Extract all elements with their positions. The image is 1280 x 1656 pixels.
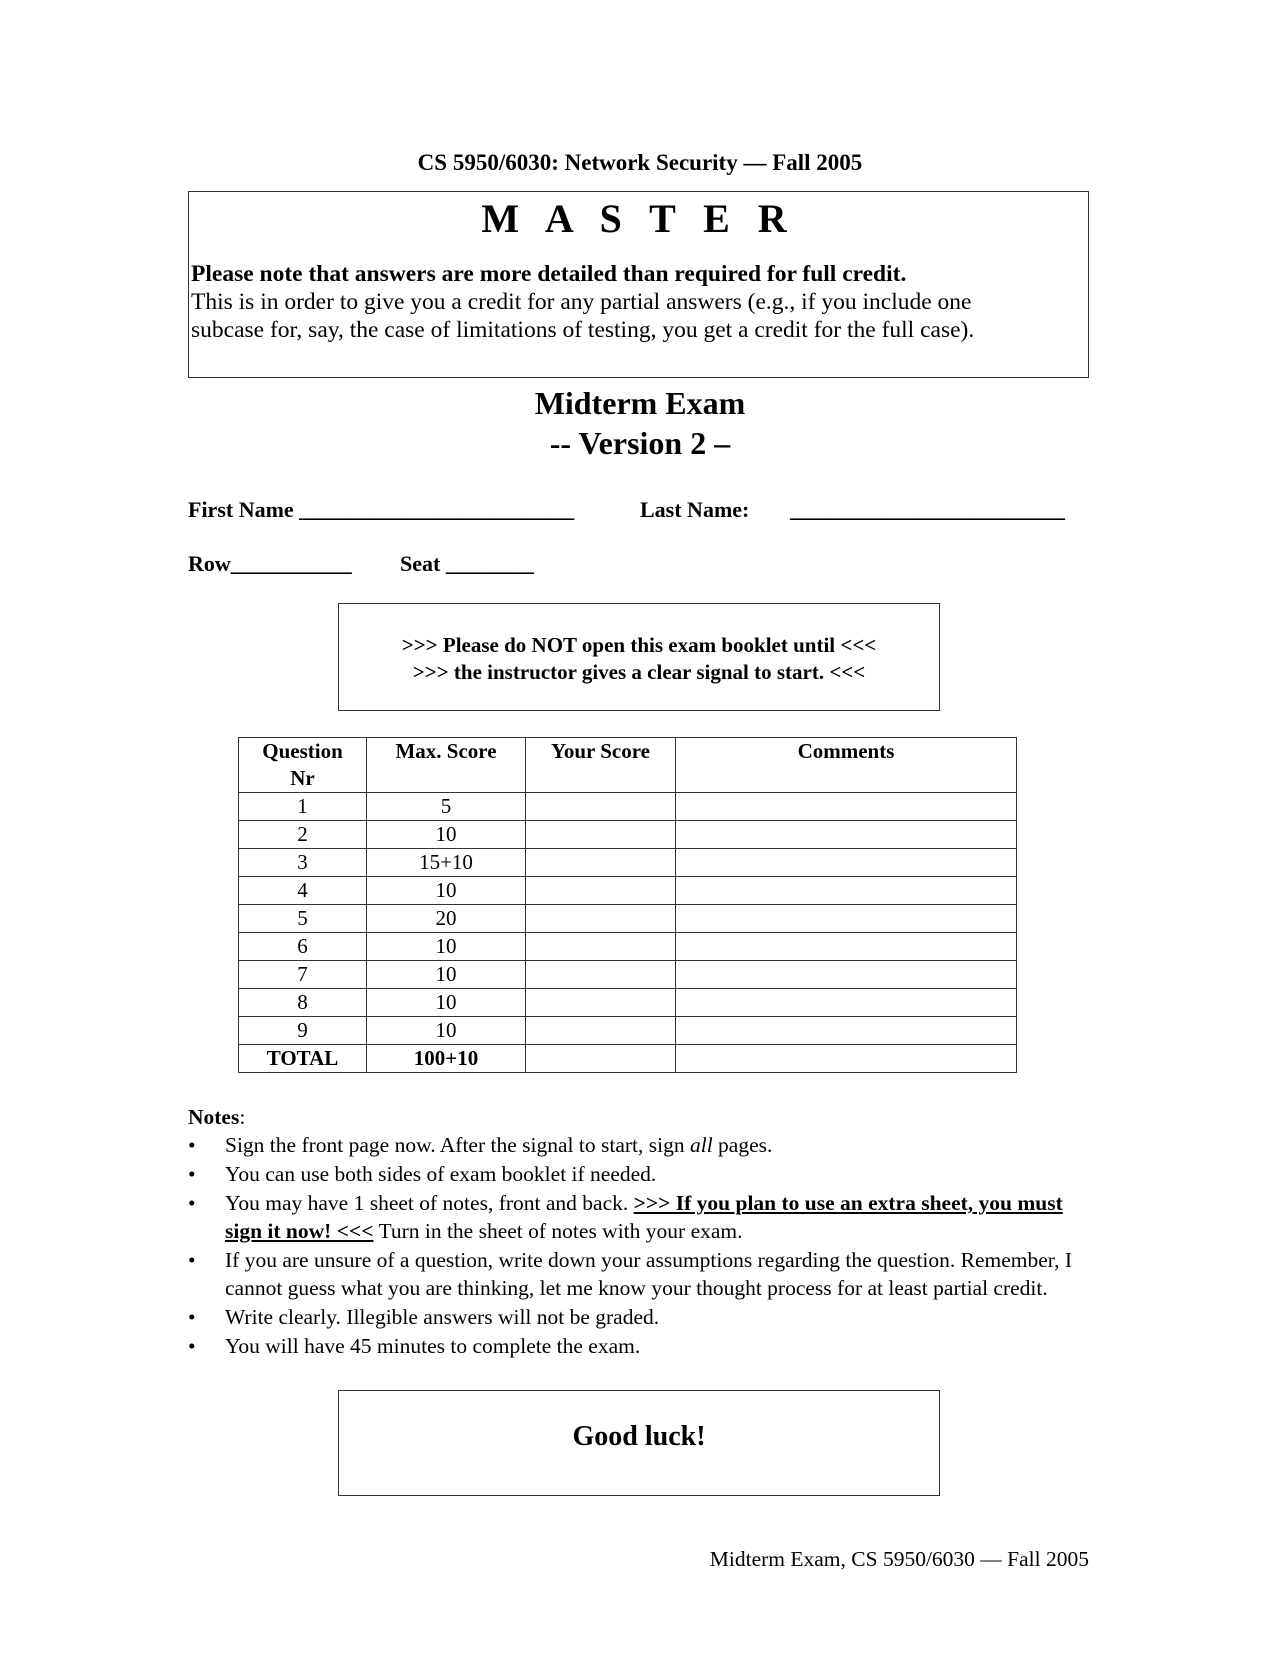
table-row	[239, 989, 1017, 1017]
header-question-nr	[239, 738, 367, 793]
score-table-header	[239, 738, 1017, 793]
table-row	[239, 821, 1017, 849]
your-score-cell	[526, 905, 676, 933]
master-note	[189, 244, 1088, 344]
table-row	[239, 933, 1017, 961]
header-max-score: Max. Score	[367, 738, 526, 793]
note-emphasis: all	[689, 1133, 713, 1157]
do-not-open-warning	[338, 603, 940, 711]
table-row	[239, 905, 1017, 933]
table-row	[239, 877, 1017, 905]
notes-section	[188, 1103, 1088, 1361]
your-score-cell	[526, 821, 676, 849]
max-score: 10	[367, 933, 526, 961]
master-note-line-1: This is in order to give you a credit for any partial answers (e.g., if you include one	[191, 289, 972, 315]
list-item	[188, 1189, 1088, 1245]
exam-title-block	[0, 383, 1280, 463]
note-extra-sheet-warning: >>> If you plan to use an extra sheet, you must sign it now! <<<	[225, 1191, 1063, 1243]
total-max-score: 100+10	[367, 1045, 526, 1073]
your-score-cell	[526, 933, 676, 961]
header-question-line-2: Nr	[290, 766, 315, 790]
max-score: 10	[367, 877, 526, 905]
question-nr: 1	[239, 793, 367, 821]
max-score: 10	[367, 989, 526, 1017]
list-item	[188, 1160, 1088, 1188]
comments-cell	[676, 961, 1017, 989]
bullet-icon: •	[188, 1191, 196, 1215]
total-row	[239, 1045, 1017, 1073]
max-score: 10	[367, 1017, 526, 1045]
max-score: 10	[367, 961, 526, 989]
table-row	[239, 793, 1017, 821]
question-nr: 2	[239, 821, 367, 849]
question-nr: 9	[239, 1017, 367, 1045]
course-title: CS 5950/6030: Network Security — Fall 2005	[417, 150, 863, 175]
max-score: 5	[367, 793, 526, 821]
table-row	[239, 961, 1017, 989]
max-score: 20	[367, 905, 526, 933]
exam-version: -- Version 2 –	[549, 425, 731, 461]
question-nr: 4	[239, 877, 367, 905]
question-nr: 5	[239, 905, 367, 933]
comments-cell	[676, 793, 1017, 821]
comments-cell	[676, 849, 1017, 877]
comments-cell	[676, 933, 1017, 961]
question-nr: 3	[239, 849, 367, 877]
notes-colon: :	[239, 1105, 246, 1129]
total-label: TOTAL	[239, 1045, 367, 1073]
your-score-cell	[526, 877, 676, 905]
your-score-cell	[526, 793, 676, 821]
header-your-score: Your Score	[526, 738, 676, 793]
total-comments-cell	[676, 1045, 1017, 1073]
header-comments: Comments	[676, 738, 1017, 793]
list-item	[188, 1131, 1088, 1159]
notes-list	[188, 1131, 1088, 1360]
note-text: pages.	[712, 1133, 773, 1157]
max-score: 10	[367, 821, 526, 849]
notes-heading: Notes	[188, 1105, 240, 1129]
comments-cell	[676, 1017, 1017, 1045]
warning-line-2: >>> the instructor gives a clear signal to start. <<<	[412, 660, 866, 684]
your-score-cell	[526, 849, 676, 877]
bullet-icon: •	[188, 1305, 196, 1329]
master-note-line-2: subcase for, say, the case of limitations of testing, you get a credit for the full case).	[191, 317, 975, 343]
total-your-score-cell	[526, 1045, 676, 1073]
first-name-field: First Name _________________________	[188, 497, 575, 522]
list-item	[188, 1303, 1088, 1331]
your-score-cell	[526, 961, 676, 989]
bullet-icon: •	[188, 1133, 196, 1157]
note-text: If you are unsure of a question, write down your assumptions regarding the question. Remember, I cannot guess what you are thinking, let me know your thought process for at least partial credit.	[225, 1248, 1072, 1300]
note-text: You may have 1 sheet of notes, front and back.	[225, 1191, 634, 1215]
list-item	[188, 1246, 1088, 1302]
page-footer: Midterm Exam, CS 5950/6030 — Fall 2005	[709, 1547, 1089, 1571]
table-row	[239, 849, 1017, 877]
last-name-line: _________________________	[790, 497, 1065, 522]
comments-cell	[676, 989, 1017, 1017]
question-nr: 8	[239, 989, 367, 1017]
bullet-icon: •	[188, 1162, 196, 1186]
master-title: M A S T E R	[481, 196, 796, 241]
your-score-cell	[526, 989, 676, 1017]
bullet-icon: •	[188, 1334, 196, 1358]
master-answer-box	[188, 191, 1089, 378]
comments-cell	[676, 821, 1017, 849]
warning-line-1: >>> Please do NOT open this exam booklet until <<<	[401, 633, 877, 657]
note-text: Sign the front page now. After the signal to start, sign	[225, 1133, 690, 1157]
last-name-label: Last Name:	[640, 497, 750, 522]
row-field: Row___________	[188, 551, 352, 576]
question-nr: 6	[239, 933, 367, 961]
note-text: Write clearly. Illegible answers will not be graded.	[225, 1305, 660, 1329]
question-nr: 7	[239, 961, 367, 989]
table-row	[239, 1017, 1017, 1045]
score-table	[238, 737, 1017, 1073]
good-luck-text: Good luck!	[572, 1421, 706, 1452]
header-question-line-1: Question	[262, 739, 343, 763]
note-text: You can use both sides of exam booklet if needed.	[225, 1162, 657, 1186]
comments-cell	[676, 877, 1017, 905]
list-item	[188, 1332, 1088, 1360]
exam-title: Midterm Exam	[534, 385, 746, 421]
note-text: You will have 45 minutes to complete the exam.	[225, 1334, 641, 1358]
good-luck-box	[338, 1390, 940, 1496]
seat-field: Seat ________	[400, 551, 534, 576]
bullet-icon: •	[188, 1248, 196, 1272]
note-text: Turn in the sheet of notes with your exam.	[373, 1219, 743, 1243]
notes-heading-line	[188, 1103, 1088, 1131]
your-score-cell	[526, 1017, 676, 1045]
master-note-bold: Please note that answers are more detailed than required for full credit.	[191, 261, 907, 287]
comments-cell	[676, 905, 1017, 933]
max-score: 15+10	[367, 849, 526, 877]
